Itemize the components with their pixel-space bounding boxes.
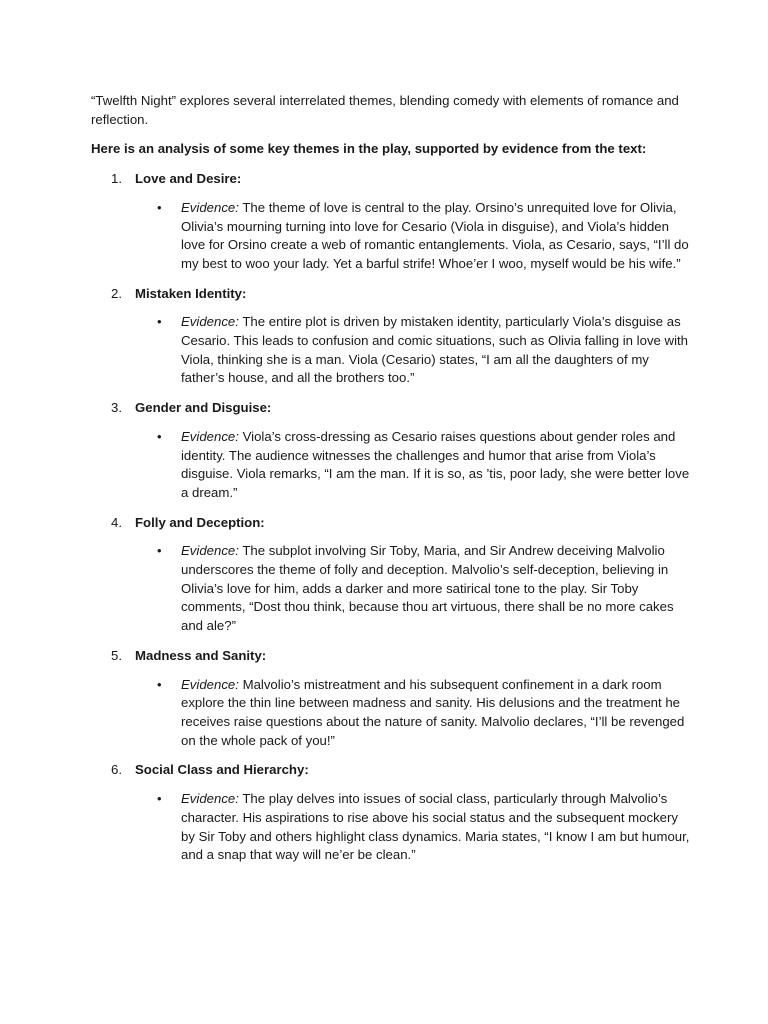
evidence-text: The entire plot is driven by mistaken identity, particularly Viola’s disguise as Cesario. This leads to confusion and comic situations, such as Olivia falling in love with Viola, thinking she is a man. Viola (Cesario) states, “I am all the daughters of my father’s house, and all the brothers too.” (181, 314, 688, 386)
bullet-icon: • (157, 676, 162, 692)
theme-item (91, 761, 691, 865)
theme-title: Love and Desire: (135, 171, 242, 187)
lead-sentence: Here is an analysis of some key themes in the play, supported by evidence from the text: (91, 141, 647, 157)
evidence-item (91, 313, 691, 388)
theme-heading (91, 285, 691, 304)
evidence-text: Malvolio’s mistreatment and his subsequent confinement in a dark room explore the thin line between madness and sanity. His delusions and the treatment he receives raise questions about the nature of sanity. Malvolio declares, “I’ll be revenged on the whole pack of you!” (181, 676, 685, 748)
evidence-item (91, 676, 691, 751)
intro-paragraph: “Twelfth Night” explores several interrelated themes, blending comedy with elements of romance and reflection. (91, 93, 679, 127)
bullet-icon: • (157, 428, 162, 444)
theme-heading (91, 647, 691, 666)
evidence-text: The play delves into issues of social class, particularly through Malvolio’s character. His aspirations to rise above his social status and the subsequent mockery by Sir Toby and others highlight class dynamics. Maria states, “I know I am but humour, and a snap that way will ne’er be clean.” (181, 791, 690, 863)
bullet-icon: • (157, 199, 162, 215)
evidence-item (91, 428, 691, 503)
evidence-item (91, 790, 691, 865)
theme-title: Folly and Deception: (135, 514, 265, 530)
evidence-text: The theme of love is central to the play. Orsino’s unrequited love for Olivia, Olivia’s mourning turning into love for Cesario (Viola in disguise), and Viola’s hidden love for Orsino create a web of romantic entanglements. Viola, as Cesario, says, “I’ll do my best to woo your lady. Yet a barful strife! Whoe’er I woo, myself would be his wife.” (181, 199, 689, 271)
theme-item (91, 399, 691, 503)
theme-number: 2. (111, 285, 122, 301)
theme-heading (91, 514, 691, 533)
theme-title: Mistaken Identity: (135, 285, 247, 301)
evidence-item (91, 199, 691, 274)
theme-heading (91, 761, 691, 780)
theme-number: 5. (111, 647, 122, 663)
theme-item (91, 647, 691, 751)
theme-item (91, 514, 691, 636)
theme-number: 1. (111, 171, 122, 187)
evidence-label: Evidence: (181, 428, 239, 444)
theme-heading (91, 399, 691, 418)
evidence-item (91, 542, 691, 636)
theme-title: Madness and Sanity: (135, 647, 267, 663)
theme-heading (91, 170, 691, 189)
evidence-label: Evidence: (181, 791, 239, 807)
theme-item (91, 285, 691, 389)
themes-list (91, 170, 691, 865)
theme-number: 4. (111, 514, 122, 530)
theme-title: Gender and Disguise: (135, 400, 272, 416)
evidence-label: Evidence: (181, 199, 239, 215)
evidence-label: Evidence: (181, 314, 239, 330)
evidence-text: The subplot involving Sir Toby, Maria, and Sir Andrew deceiving Malvolio underscores the theme of folly and deception. Malvolio’s self-deception, believing in Olivia’s love for him, adds a darker and more satirical tone to the play. Sir Toby comments, “Dost thou think, because thou art virtuous, there shall be no more cakes and ale?” (181, 543, 674, 634)
bullet-icon: • (157, 314, 162, 330)
theme-number: 6. (111, 762, 122, 778)
theme-number: 3. (111, 400, 122, 416)
bullet-icon: • (157, 543, 162, 559)
bullet-icon: • (157, 791, 162, 807)
evidence-label: Evidence: (181, 676, 239, 692)
evidence-label: Evidence: (181, 543, 239, 559)
theme-title: Social Class and Hierarchy: (135, 762, 309, 778)
theme-item (91, 170, 691, 274)
evidence-text: Viola’s cross-dressing as Cesario raises questions about gender roles and identity. The audience witnesses the challenges and humor that arise from Viola’s disguise. Viola remarks, “I am the man. If it is so, as ’tis, poor lady, she were better love a dream.” (181, 428, 690, 500)
document-page (91, 92, 691, 876)
